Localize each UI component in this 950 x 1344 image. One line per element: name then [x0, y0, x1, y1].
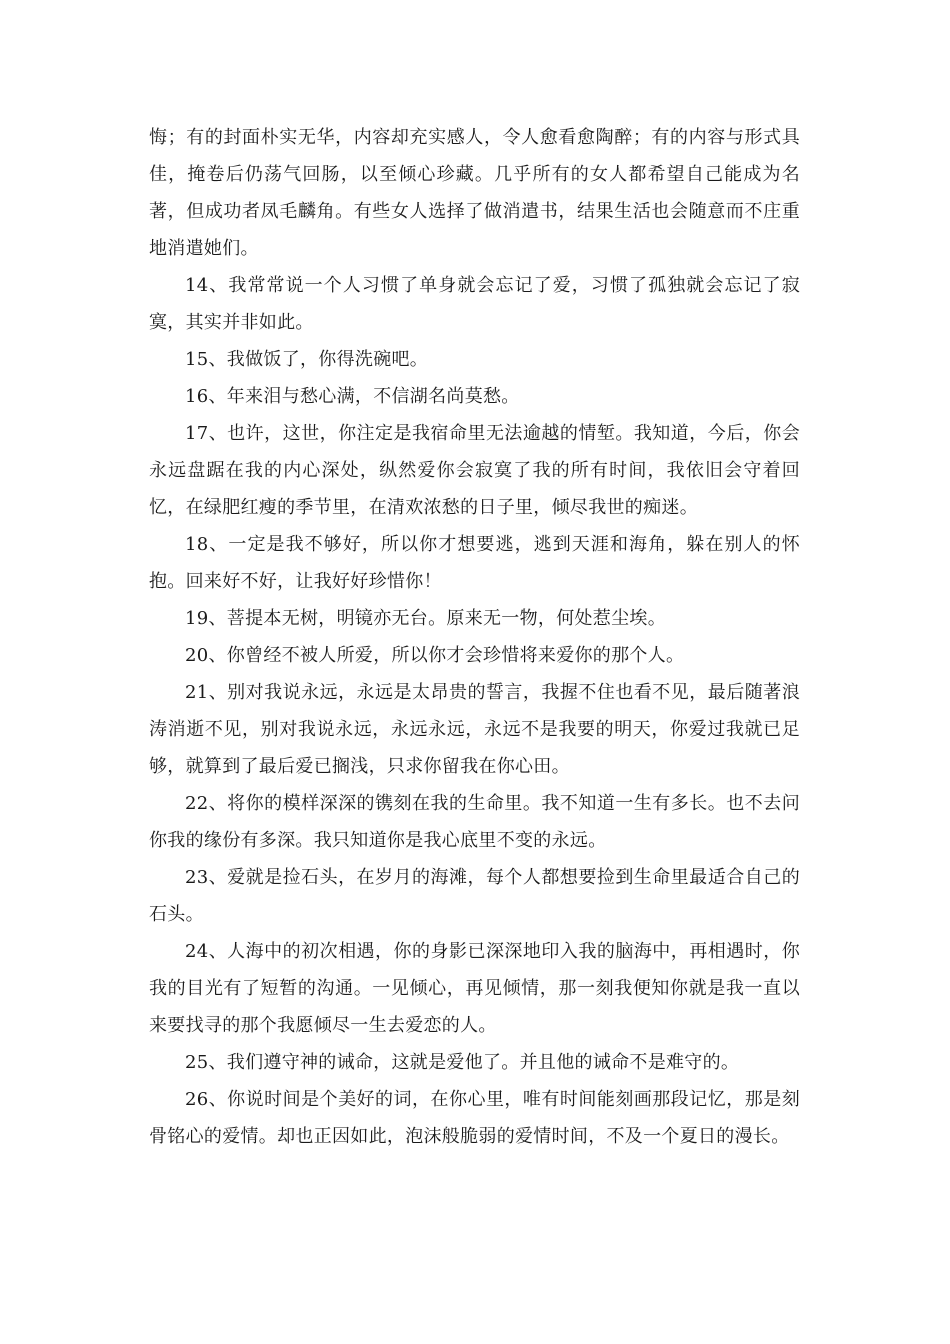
paragraph-item-17: 17、也许，这世，你注定是我宿命里无法逾越的情堑。我知道，今后，你会永远盘踞在我的内心深处，纵然爱你会寂寞了我的所有时间，我依旧会守着回忆，在绿肥红瘦的季节里，在清欢浓愁的日子里，倾尽我世的痴迷。	[149, 423, 800, 518]
paragraph-item-22: 22、将你的模样深深的镌刻在我的生命里。我不知道一生有多长。也不去问你我的缘份有多深。我只知道你是我心底里不变的永远。	[149, 793, 800, 851]
paragraph-item-20: 20、你曾经不被人所爱，所以你才会珍惜将来爱你的那个人。	[185, 645, 685, 666]
paragraph-item-23: 23、爱就是捡石头，在岁月的海滩，每个人都想要捡到生命里最适合自己的石头。	[149, 867, 800, 925]
paragraph-item-26: 26、你说时间是个美好的词，在你心里，唯有时间能刻画那段记忆，那是刻骨铭心的爱情。却也正因如此，泡沫般脆弱的爱情时间，不及一个夏日的漫长。	[149, 1089, 800, 1147]
document-body	[149, 119, 800, 1155]
paragraph-item-18: 18、一定是我不够好，所以你才想要逃，逃到天涯和海角，躲在别人的怀抱。回来好不好，让我好好珍惜你！	[149, 534, 800, 592]
paragraph-item-15: 15、我做饭了，你得洗碗吧。	[185, 349, 429, 370]
paragraph-item-25: 25、我们遵守神的诫命，这就是爱他了。并且他的诫命不是难守的。	[185, 1052, 740, 1073]
paragraph-item-14: 14、我常常说一个人习惯了单身就会忘记了爱，习惯了孤独就会忘记了寂寞，其实并非如此。	[149, 275, 800, 333]
paragraph-item-24: 24、人海中的初次相遇，你的身影已深深地印入我的脑海中，再相遇时，你我的目光有了短暂的沟通。一见倾心，再见倾情，那一刻我便知你就是我一直以来要找寻的那个我愿倾尽一生去爱恋的人。	[149, 941, 800, 1036]
paragraph-item-16: 16、年来泪与愁心满，不信湖名尚莫愁。	[185, 386, 520, 407]
paragraph-continued: 悔；有的封面朴实无华，内容却充实感人，令人愈看愈陶醉；有的内容与形式具佳，掩卷后仍荡气回肠，以至倾心珍藏。几乎所有的女人都希望自己能成为名著，但成功者凤毛麟角。有些女人选择了做消遣书，结果生活也会随意而不庄重地消遣她们。	[149, 127, 800, 259]
paragraph-item-21: 21、别对我说永远，永远是太昂贵的誓言，我握不住也看不见，最后随著浪涛消逝不见，别对我说永远，永远永远，永远不是我要的明天，你爱过我就已足够，就算到了最后爱已搁浅，只求你留我在你心田。	[149, 682, 800, 777]
paragraph-item-19: 19、菩提本无树，明镜亦无台。原来无一物，何处惹尘埃。	[185, 608, 667, 629]
